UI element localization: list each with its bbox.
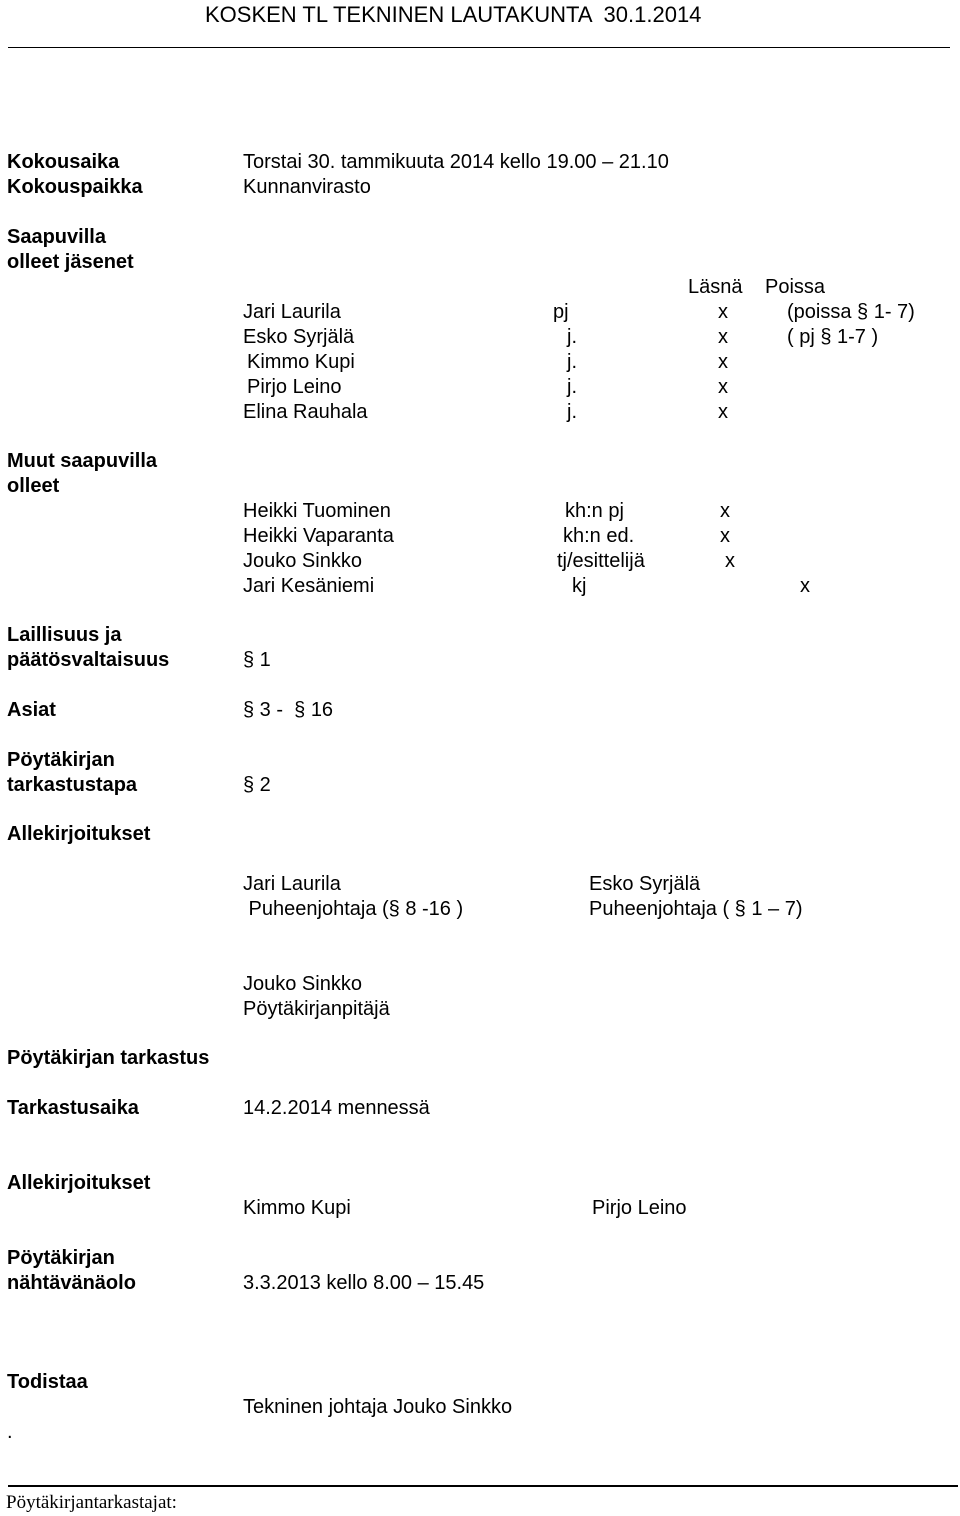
matters-label: Asiat xyxy=(7,699,56,721)
other-name: Jouko Sinkko xyxy=(243,550,362,572)
column-header-present: Läsnä xyxy=(688,276,743,298)
page-header-title: KOSKEN TL TEKNINEN LAUTAKUNTA 30.1.2014 xyxy=(205,2,702,27)
review-method-label-line2: tarkastustapa xyxy=(7,774,138,796)
member-role: j. xyxy=(567,351,577,373)
review-signatures-label: Allekirjoitukset xyxy=(7,1172,151,1194)
meeting-time-label: Kokousaika xyxy=(7,151,120,173)
certify-label: Todistaa xyxy=(7,1371,88,1393)
member-note: ( pj § 1-7 ) xyxy=(787,326,879,348)
member-present-mark: x xyxy=(718,401,728,423)
member-present-mark: x xyxy=(718,351,728,373)
signature-title: Pöytäkirjanpitäjä xyxy=(243,998,390,1020)
review-method-label-line1: Pöytäkirjan xyxy=(7,749,115,771)
signature-name: Jouko Sinkko xyxy=(243,973,362,995)
legality-value: § 1 xyxy=(243,649,271,671)
reviewer-name: Kimmo Kupi xyxy=(243,1197,351,1219)
member-role: j. xyxy=(567,376,577,398)
other-name: Heikki Tuominen xyxy=(243,500,391,522)
member-role: pj xyxy=(553,301,569,323)
member-name: Jari Laurila xyxy=(243,301,341,323)
meeting-time-value: Torstai 30. tammikuuta 2014 kello 19.00 – 21.10 xyxy=(243,151,669,173)
others-label-line1: Muut saapuvilla xyxy=(7,450,158,472)
review-label: Pöytäkirjan tarkastus xyxy=(7,1047,210,1069)
member-role: j. xyxy=(567,326,577,348)
meeting-place-label: Kokouspaikka xyxy=(7,176,143,198)
other-role: tj/esittelijä xyxy=(557,550,645,572)
column-header-absent: Poissa xyxy=(765,276,826,298)
signature-title: Puheenjohtaja ( § 1 – 7) xyxy=(589,898,803,920)
legality-label-line2: päätösvaltaisuus xyxy=(7,649,170,671)
other-role: kj xyxy=(572,575,587,597)
member-role: j. xyxy=(567,401,577,423)
header-divider xyxy=(8,47,950,48)
display-label-line2: nähtävänäolo xyxy=(7,1272,136,1294)
other-role: kh:n pj xyxy=(565,500,624,522)
display-value: 3.3.2013 kello 8.00 – 15.45 xyxy=(243,1272,485,1294)
member-name: Esko Syrjälä xyxy=(243,326,355,348)
member-name: Kimmo Kupi xyxy=(247,351,355,373)
signatures-label: Allekirjoitukset xyxy=(7,823,151,845)
other-absent-mark: x xyxy=(800,575,810,597)
other-present-mark: x xyxy=(720,525,730,547)
reviewer-name: Pirjo Leino xyxy=(592,1197,687,1219)
footer-text: Pöytäkirjantarkastajat: xyxy=(6,1492,177,1513)
review-method-value: § 2 xyxy=(243,774,271,796)
other-name: Jari Kesäniemi xyxy=(243,575,375,597)
signature-name: Esko Syrjälä xyxy=(589,873,701,895)
legality-label-line1: Laillisuus ja xyxy=(7,624,122,646)
other-role: kh:n ed. xyxy=(563,525,635,547)
others-label-line2: olleet xyxy=(7,475,60,497)
member-present-mark: x xyxy=(718,301,728,323)
member-present-mark: x xyxy=(718,326,728,348)
signature-name: Jari Laurila xyxy=(243,873,341,895)
display-label-line1: Pöytäkirjan xyxy=(7,1247,115,1269)
certify-value: Tekninen johtaja Jouko Sinkko xyxy=(243,1396,513,1418)
meeting-place-value: Kunnanvirasto xyxy=(243,176,371,198)
matters-value: § 3 - § 16 xyxy=(243,699,334,721)
certify-dot: . xyxy=(7,1421,13,1443)
review-time-label: Tarkastusaika xyxy=(7,1097,139,1119)
other-present-mark: x xyxy=(720,500,730,522)
member-present-mark: x xyxy=(718,376,728,398)
member-name: Pirjo Leino xyxy=(247,376,342,398)
members-label-line2: olleet jäsenet xyxy=(7,251,134,273)
review-time-value: 14.2.2014 mennessä xyxy=(243,1097,430,1119)
other-name: Heikki Vaparanta xyxy=(243,525,394,547)
member-name: Elina Rauhala xyxy=(243,401,368,423)
footer-divider xyxy=(8,1485,958,1487)
signature-title: Puheenjohtaja (§ 8 -16 ) xyxy=(243,898,464,920)
members-label-line1: Saapuvilla xyxy=(7,226,106,248)
member-note: (poissa § 1- 7) xyxy=(787,301,915,323)
other-present-mark: x xyxy=(725,550,735,572)
